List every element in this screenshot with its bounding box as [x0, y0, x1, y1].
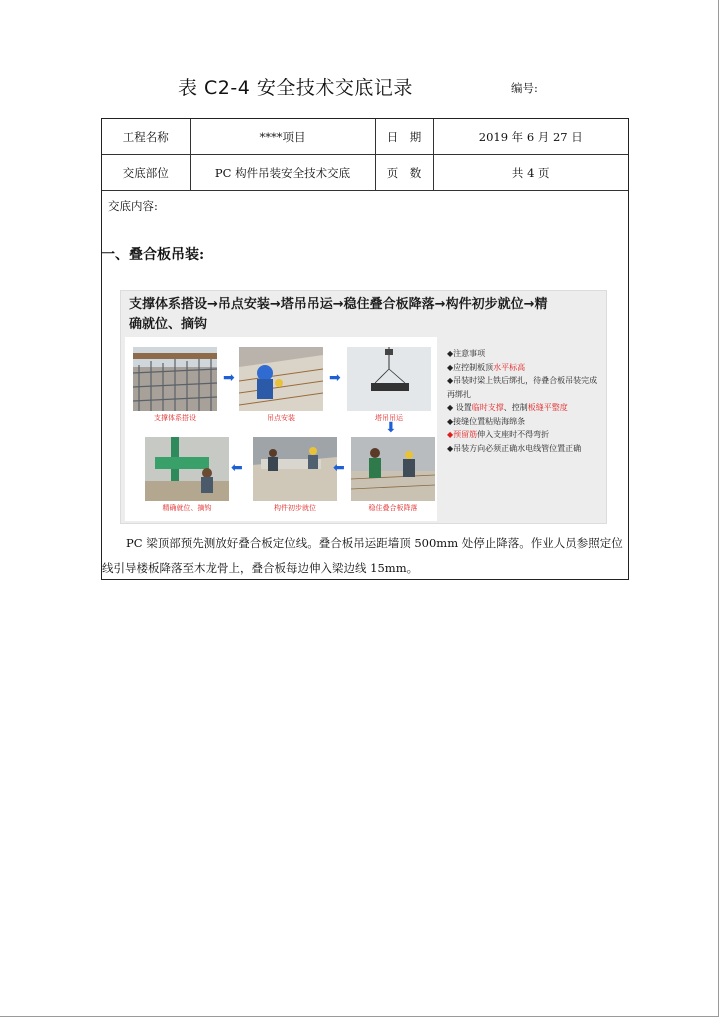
diamond-bullet-icon: ◆	[447, 362, 454, 372]
figure-heading: 支撑体系搭设→吊点安装→塔吊吊运→稳住叠合板降落→构件初步就位→精确就位、摘钩	[129, 297, 548, 332]
arrow-left-icon: ⬅	[231, 460, 243, 476]
date-value: 2019 年 6 月 27 日	[433, 119, 628, 155]
precaution-item	[447, 347, 605, 361]
photo-initial-positioning	[253, 437, 337, 501]
highlighted-text: 预留筋	[453, 430, 478, 439]
diamond-bullet-icon: ◆	[447, 376, 454, 385]
document-number-label: 编号:	[511, 81, 538, 95]
date-label: 日 期	[375, 119, 433, 155]
project-name-value: ****项目	[190, 119, 375, 155]
project-name-label: 工程名称	[102, 119, 190, 155]
precaution-item	[447, 361, 605, 375]
content-label: 交底内容:	[108, 199, 158, 213]
caption-crane-lifting: 塔吊吊运	[375, 414, 403, 422]
diamond-bullet-icon: ◆	[447, 443, 454, 453]
photo-support-system	[133, 347, 217, 411]
precaution-text: 应控制板顶	[453, 362, 494, 372]
caption-lifting-points: 吊点安装	[267, 414, 295, 422]
arrow-left-icon: ⬅	[333, 460, 345, 476]
instruction-paragraph: PC 梁顶部预先测放好叠合板定位线。叠合板吊运距墙顶 500mm 处停止降落。作业人员参照定位线引导楼板降落至木龙骨上，叠合板每边伸入梁边线 15mm。	[102, 536, 623, 575]
precaution-item	[447, 428, 605, 442]
precaution-text: 设置	[453, 403, 472, 412]
form-header-table	[102, 119, 628, 191]
disclosure-part-label: 交底部位	[102, 155, 190, 191]
photo-crane-lifting	[347, 347, 431, 411]
precaution-text: 、控制	[503, 403, 528, 412]
hoisting-process-figure	[120, 290, 607, 524]
precaution-item	[447, 415, 605, 429]
precaution-text: 接缝位置粘贴海绵条	[453, 416, 526, 426]
caption-steady-landing: 稳住叠合板降落	[368, 504, 418, 512]
pages-value: 共 4 页	[433, 155, 628, 191]
highlighted-text: 板缝平整度	[527, 403, 568, 412]
header-row	[102, 155, 628, 191]
caption-support-system: 支撑体系搭设	[154, 414, 196, 422]
precaution-item	[447, 401, 605, 415]
diamond-bullet-icon: ◆	[447, 416, 454, 426]
precautions-list	[447, 347, 605, 455]
precaution-item	[447, 374, 605, 401]
photo-lifting-points	[239, 347, 323, 411]
caption-initial-positioning: 构件初步就位	[274, 504, 316, 512]
photo-final-positioning	[145, 437, 229, 501]
precaution-text: 吊装方向必须正确水电线管位置正确	[453, 443, 582, 453]
caption-final-positioning: 精确就位、摘钩	[162, 504, 212, 512]
arrow-right-icon: ➡	[329, 370, 341, 386]
document-title: 表 C2-4 安全技术交底记录	[178, 77, 413, 99]
highlighted-text: 水平标高	[493, 362, 526, 372]
disclosure-form	[101, 118, 629, 580]
highlighted-text: 临时支撑	[471, 403, 504, 412]
photo-steady-landing	[351, 437, 435, 501]
precaution-text: 吊装时梁上铁后绑扎，待叠合板吊装完成再绑扎	[447, 376, 598, 399]
arrow-down-icon: ⬇	[385, 420, 397, 436]
precaution-item	[447, 442, 605, 456]
header-row	[102, 119, 628, 155]
diamond-bullet-icon: ◆	[447, 430, 454, 439]
pages-label: 页 数	[375, 155, 433, 191]
diamond-bullet-icon: ◆	[447, 403, 454, 412]
arrow-right-icon: ➡	[223, 370, 235, 386]
figure-photo-panel	[125, 337, 437, 521]
precaution-text: 伸入支座时不得弯折	[477, 430, 550, 439]
disclosure-part-value: PC 构件吊装安全技术交底	[190, 155, 375, 191]
precaution-text: 注意事项	[453, 349, 486, 358]
diamond-bullet-icon: ◆	[447, 349, 454, 358]
section-title: 一、叠合板吊装:	[101, 247, 205, 263]
